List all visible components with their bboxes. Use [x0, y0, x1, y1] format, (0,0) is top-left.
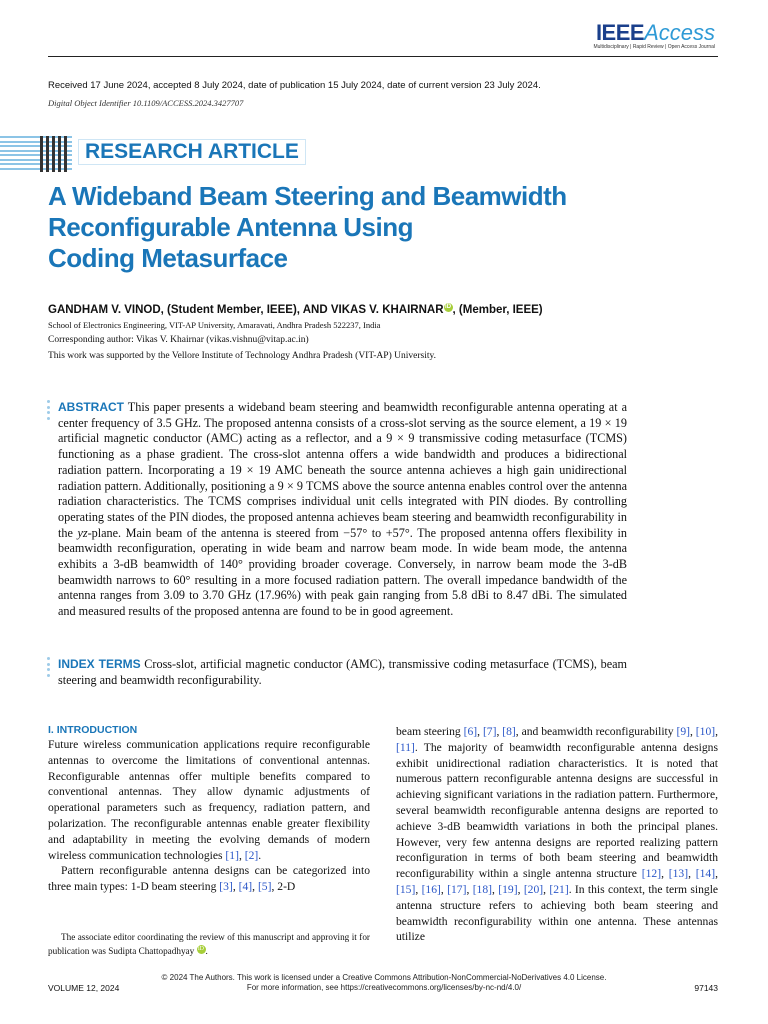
citation-link[interactable]: [11] [396, 740, 415, 754]
citation-link[interactable]: [16] [421, 882, 441, 896]
citation-link[interactable]: [10] [695, 725, 716, 738]
citation-link[interactable]: [13] [668, 867, 689, 881]
index-terms-text: Cross-slot, artificial magnetic conductor (AMC), transmissive coding metasurface (TCMS), beam steering and beamwidth reconfigurability. [58, 657, 627, 687]
citation-link[interactable]: [21] [549, 882, 569, 896]
orcid-icon[interactable]: iD [198, 945, 205, 952]
citation-link[interactable]: [3] [219, 880, 233, 894]
authors-membership: , (Member, IEEE) [452, 303, 543, 316]
citation-link[interactable]: [15] [396, 882, 416, 896]
license-link[interactable]: For more information, see https://creativecommons.org/licenses/by-nc-nd/4.0/ [246, 983, 522, 992]
intro-right-column: beam steering [6], [7], [8], and beamwidth reconfigurability [9], [10], [11]. The majority of beamwidth reconfigurable antenna designs exhibit unidirectional radiation characteristics. It is noted that numerous pattern reconfigurable antenna designs are successful in achieving significant variations in the radiation pattern. Furthermore, several beamwidth reconfigurable antenna designs are reported to achieve 3-dB beamwidth variations in both the principal planes. However, very few antenna designs are reported realizing pattern reconfiguration in terms of both beam steering and beamwidth reconfigurability within a single antenna structure [12], [13], [14], [15], [16], [17], [18], [19], [20], [21]. In this context, the term single antenna structure refers to achieving both beam steering and beamwidth reconfigurability within one antenna. These antennas utilize [396, 725, 719, 944]
received-dates: Received 17 June 2024, accepted 8 July 2024, date of publication 15 July 2024, date of current version 23 July 2024. [48, 80, 541, 91]
abstract [58, 400, 627, 620]
paragraph-text: . In this context, the term single antenna structure refers to achieving both beam steering and beamwidth reconfigurability within one antenna. These antennas utilize [396, 882, 719, 944]
abstract-text: This paper presents a wideband beam steering and beamwidth reconfigurable antenna operating at a center frequency of 3.5 GHz. The proposed antenna consists of a cross-slot serving as the source element, a 19 × 19 artificial magnetic conductor (AMC) acting as a reflector, and a 9 × 9 transmissive coding metasurface (TCMS) functioning as a phase gradient. The cross-slot antenna offers a wide bandwidth and produces a bidirectional radiation pattern. Incorporating a 19 × 19 AMC beneath the source antenna achieves a high gain unidirectional radiation pattern. Additionally, positioning a 9 × 9 TCMS above the source antenna enables control over the antenna radiation characteristics. The TCMS comprises individual unit cells integrated with PIN diodes. By controlling operating states of the PIN diodes, the proposed antenna achieves beam steering and beamwidth reconfigurability in the [58, 400, 627, 540]
doi: Digital Object Identifier 10.1109/ACCESS.2024.3427707 [48, 98, 244, 108]
citation-link[interactable]: [8] [502, 725, 516, 738]
article-band-stripes [38, 136, 70, 172]
page-number: 97143 [694, 983, 718, 993]
author-list [48, 303, 543, 316]
paragraph-text: Pattern reconfigurable antenna designs can be categorized into three main types: 1-D beam steering [48, 864, 370, 894]
citation-link[interactable]: [18] [472, 882, 493, 896]
footnote-text: The associate editor coordinating the review of this manuscript and approving it for publication was Sudipta Chattopadhyay [48, 932, 370, 956]
abstract-dots-decoration [47, 400, 51, 422]
journal-tagline: Multidisciplinary | Rapid Review | Open Access Journal [593, 44, 715, 50]
abstract-plane: yz [77, 525, 88, 540]
paragraph-text: , 2-D [271, 880, 296, 894]
citation-link[interactable]: [9] [676, 725, 690, 738]
corresponding-author: Corresponding author: Vikas V. Khairnar (vikas.vishnu@vitap.ac.in) [48, 335, 309, 345]
logo-access: Access [644, 20, 715, 45]
authors-text: GANDHAM V. VINOD, (Student Member, IEEE), AND VIKAS V. KHAIRNAR [48, 303, 444, 316]
citation-link[interactable]: [17] [447, 882, 467, 896]
citation-link[interactable]: [2] [244, 848, 259, 862]
title-line: Coding Metasurface [48, 243, 288, 273]
citation-link[interactable]: [20] [523, 882, 544, 896]
volume-label: VOLUME 12, 2024 [48, 983, 120, 993]
paragraph-text: Future wireless communication applications require reconfigurable antennas to overcome the limitations of conventional antennas. Reconfigurable antennas offer multiple benefits compared to conventional antennas. They allow dynamic adjustments of operational parameters such as frequency, radiation pattern, and polarization. The reconfigurable antennas enable greater flexibility and adaptability in meeting the evolving demands of modern wireless communication technologies [48, 738, 370, 862]
citation-link[interactable]: [12] [641, 867, 662, 881]
intro-left-column [48, 724, 370, 895]
intro-paragraph-2: Pattern reconfigurable antenna designs can be categorized into three main types: 1-D beam steering [3], [4], [5], 2-D [48, 864, 370, 894]
abstract-heading: ABSTRACT [58, 400, 124, 414]
affiliation: School of Electronics Engineering, VIT-AP University, Amaravati, Andhra Pradesh 522237, India [48, 320, 381, 330]
section-heading: I. INTRODUCTION [48, 724, 138, 736]
abstract-text-2: -plane. Main beam of the antenna is steered from −57° to +57°. The proposed antenna offers flexibility in beamwidth reconfiguration, operating in wide beam and narrow beam mode. In wide beam mode, the antenna exhibits a 3-dB beamwidth of 140° providing broader coverage. Conversely, in narrow beam mode the 3-dB beamwidth narrows to 60° resulting in a more focused radiation pattern. The overall impedance bandwidth of the antenna ranges from 3.09 to 3.70 GHz (17.96%) with peak gain ranging from 5.8 dBi to 8.47 dBi. The simulated and measured results of the proposed antenna are found to be in good agreement. [58, 525, 628, 619]
funding-note: This work was supported by the Vellore Institute of Technology Andhra Pradesh (VIT-AP) University. [48, 351, 436, 361]
editor-footnote: The associate editor coordinating the review of this manuscript and approving it for publication was Sudipta Chattopadhyay iD . [48, 932, 370, 956]
journal-logo [593, 20, 715, 50]
citation-link[interactable]: [4] [238, 880, 253, 894]
title-line: A Wideband Beam Steering and Beamwidth [48, 181, 567, 211]
index-dots-decoration [47, 657, 51, 679]
intro-paragraph-1: Future wireless communication applications require reconfigurable antennas to overcome the limitations of conventional antennas. Reconfigurable antennas offer multiple benefits compared to conventional antennas. They allow dynamic adjustments of operational parameters such as frequency, radiation pattern, and polarization. The reconfigurable antennas enable greater flexibility and adaptability in meeting the evolving demands of modern wireless communication technologies [1], [2]. [48, 738, 370, 862]
paragraph-text: , and beamwidth reconfigurability [515, 725, 677, 738]
paper-title [48, 181, 608, 274]
citation-link[interactable]: [7] [482, 725, 497, 738]
index-terms [58, 657, 627, 688]
article-type-text: RESEARCH ARTICLE [85, 140, 299, 163]
paragraph-text: . The majority of beamwidth reconfigurable antenna designs exhibit unidirectional radiation characteristics. It is noted that numerous pattern reconfigurable antenna designs are successful in achieving significant variations in the radiation pattern. Furthermore, several beamwidth reconfigurable antenna designs are reported to achieve 3-dB beamwidth variations in both the principal planes. However, very few antenna designs are reported realizing pattern reconfiguration in terms of both beam steering and beamwidth reconfigurability within a single antenna structure [396, 740, 718, 881]
citation-link[interactable]: [5] [257, 880, 272, 894]
index-terms-heading: INDEX TERMS [58, 657, 141, 671]
logo-ieee: IEEE [595, 20, 645, 45]
paragraph-text: beam steering [396, 725, 464, 738]
citation-link[interactable]: [14] [695, 867, 716, 881]
orcid-icon[interactable]: iD [445, 304, 452, 310]
citation-link[interactable]: [6] [463, 725, 478, 738]
citation-link[interactable]: [1] [225, 848, 239, 862]
license-text: © 2024 The Authors. This work is licensed under a Creative Commons Attribution-NonCommercial-NoDerivatives 4.0 License. [161, 973, 607, 982]
article-type-label [78, 139, 306, 165]
header-rule [48, 56, 718, 57]
citation-link[interactable]: [19] [498, 882, 518, 896]
title-line: Reconfigurable Antenna Using [48, 212, 413, 242]
